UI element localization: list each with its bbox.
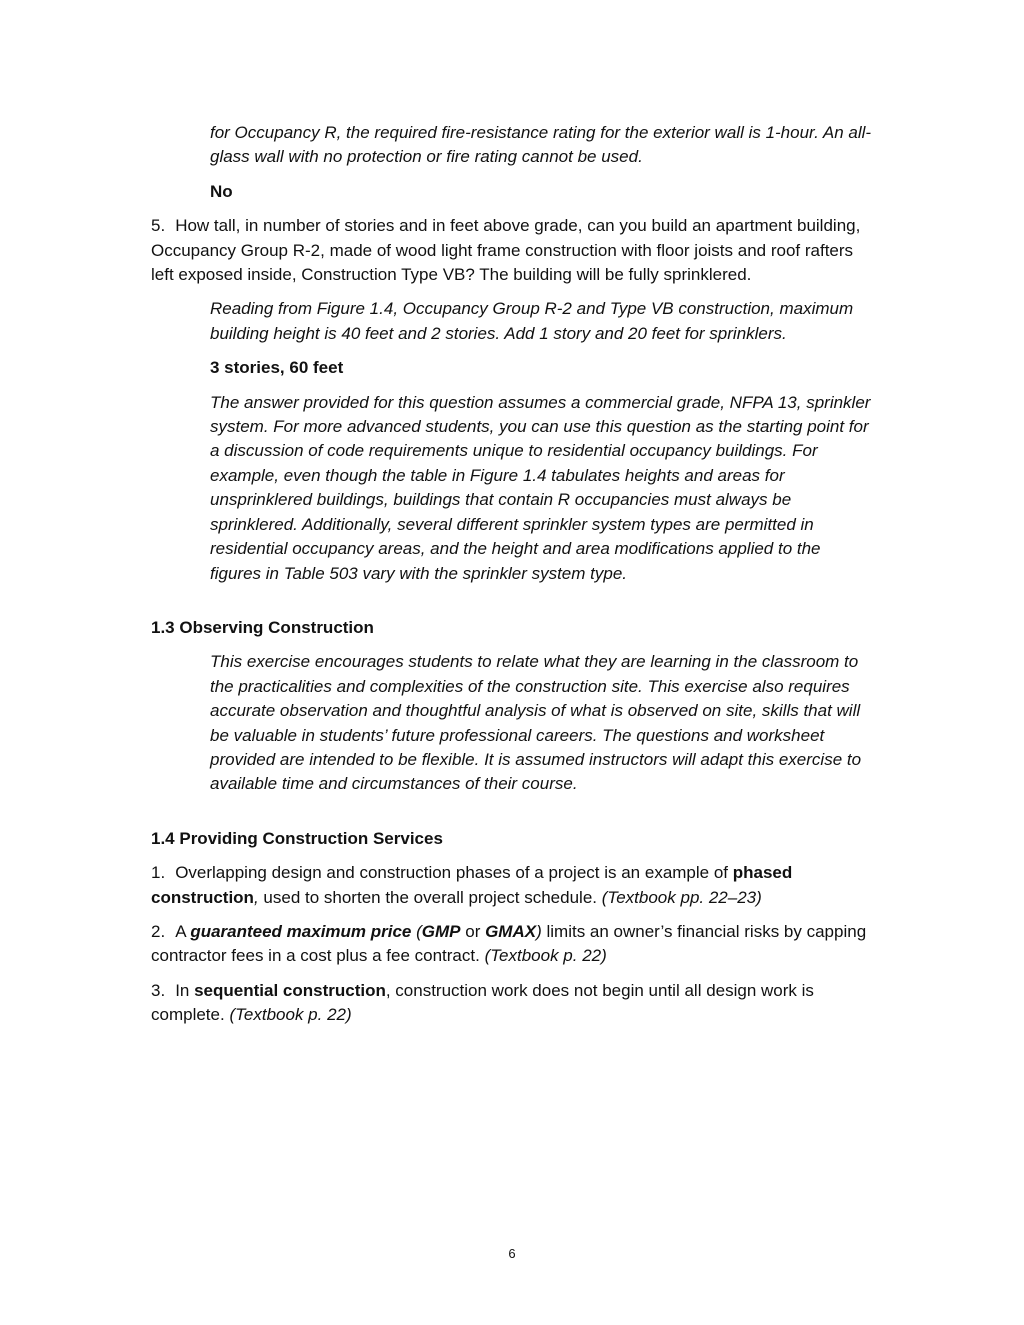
item-2-number: 2. (151, 921, 166, 941)
answer-exterior-wall-result: No (210, 181, 233, 201)
item-2-paren-open: ( (411, 921, 422, 941)
page-content (151, 121, 873, 1028)
item-2-abbr-gmax: GMAX (485, 921, 537, 941)
item-1-term: phased construction (151, 863, 793, 907)
item-2-or: or (460, 921, 486, 941)
item-2-abbr-gmp: GMP (421, 921, 461, 941)
item-2-reference: (Textbook p. 22) (484, 946, 607, 966)
answer-5-reading: Reading from Figure 1.4, Occupancy Group R-2 and Type VB construction, maximum building height is 40 feet and 2 stories. Add 1 story and 20 feet for sprinklers. (210, 299, 854, 343)
item-3-number: 3. (151, 980, 166, 1000)
item-2-text-a: A (175, 921, 191, 941)
question-5-number: 5. (151, 216, 166, 236)
item-1-comma: , (253, 887, 259, 907)
section-1-4-heading: 1.4 Providing Construction Services (151, 828, 443, 848)
item-3-term: sequential construction (194, 980, 386, 1000)
item-2-term: guaranteed maximum price (190, 921, 412, 941)
item-1-number: 1. (151, 863, 166, 883)
item-1-text-b: used to shorten the overall project schedule. (258, 887, 602, 907)
section-1-4-item-3 (151, 979, 873, 1028)
item-3-reference: (Textbook p. 22) (229, 1005, 352, 1025)
item-3-text-b: , construction work does not begin until all design work is complete. (151, 980, 814, 1025)
item-2-paren-close: ) (536, 921, 542, 941)
item-1-reference: (Textbook pp. 22–23) (601, 887, 762, 907)
section-1-3-heading: 1.3 Observing Construction (151, 617, 374, 637)
answer-exterior-wall-explanation: for Occupancy R, the required fire-resistance rating for the exterior wall is 1-hour. An all-glass wall with no protection or fire rating cannot be used. (210, 123, 872, 167)
section-1-4-item-1 (151, 861, 873, 910)
item-1-text-a: Overlapping design and construction phases of a project is an example of (175, 863, 733, 883)
section-1-3-body: This exercise encourages students to relate what they are learning in the classroom to the practicalities and complexities of the construction site. This exercise also requires accurate observation and thoughtful analysis of what is observed on site, skills that will be valuable in students’ future professional careers. The questions and worksheet provided are intended to be flexible. It is assumed instructors will adapt this exercise to available time and circumstances of their course. (210, 652, 862, 794)
item-2-text-b: limits an owner’s financial risks by capping contractor fees in a cost plus a fee contract. (151, 921, 867, 966)
answer-5-result: 3 stories, 60 feet (210, 358, 344, 378)
answer-5-note: The answer provided for this question assumes a commercial grade, NFPA 13, sprinkler system. For more advanced students, you can use this question as the starting point for a discussion of code requirements unique to residential occupancy buildings. For example, even though the table in Figure 1.4 tabulates heights and areas for unsprinklered buildings, buildings that contain R occupancies must always be sprinklered. Additionally, several different sprinkler system types are permitted in residential occupancy areas, and the height and area modifications applied to the figures in Table 503 vary with the sprinkler system type. (210, 392, 871, 583)
page-number: 6 (508, 1246, 516, 1261)
question-5-text: How tall, in number of stories and in feet above grade, can you build an apartment building, Occupancy Group R-2, made of wood light frame construction with floor joists and roof rafters left exposed inside, Construction Type VB? The building will be fully sprinklered. (151, 216, 861, 285)
question-5 (151, 214, 873, 287)
item-3-text-a: In (175, 980, 195, 1000)
section-1-4-item-2 (151, 920, 873, 969)
